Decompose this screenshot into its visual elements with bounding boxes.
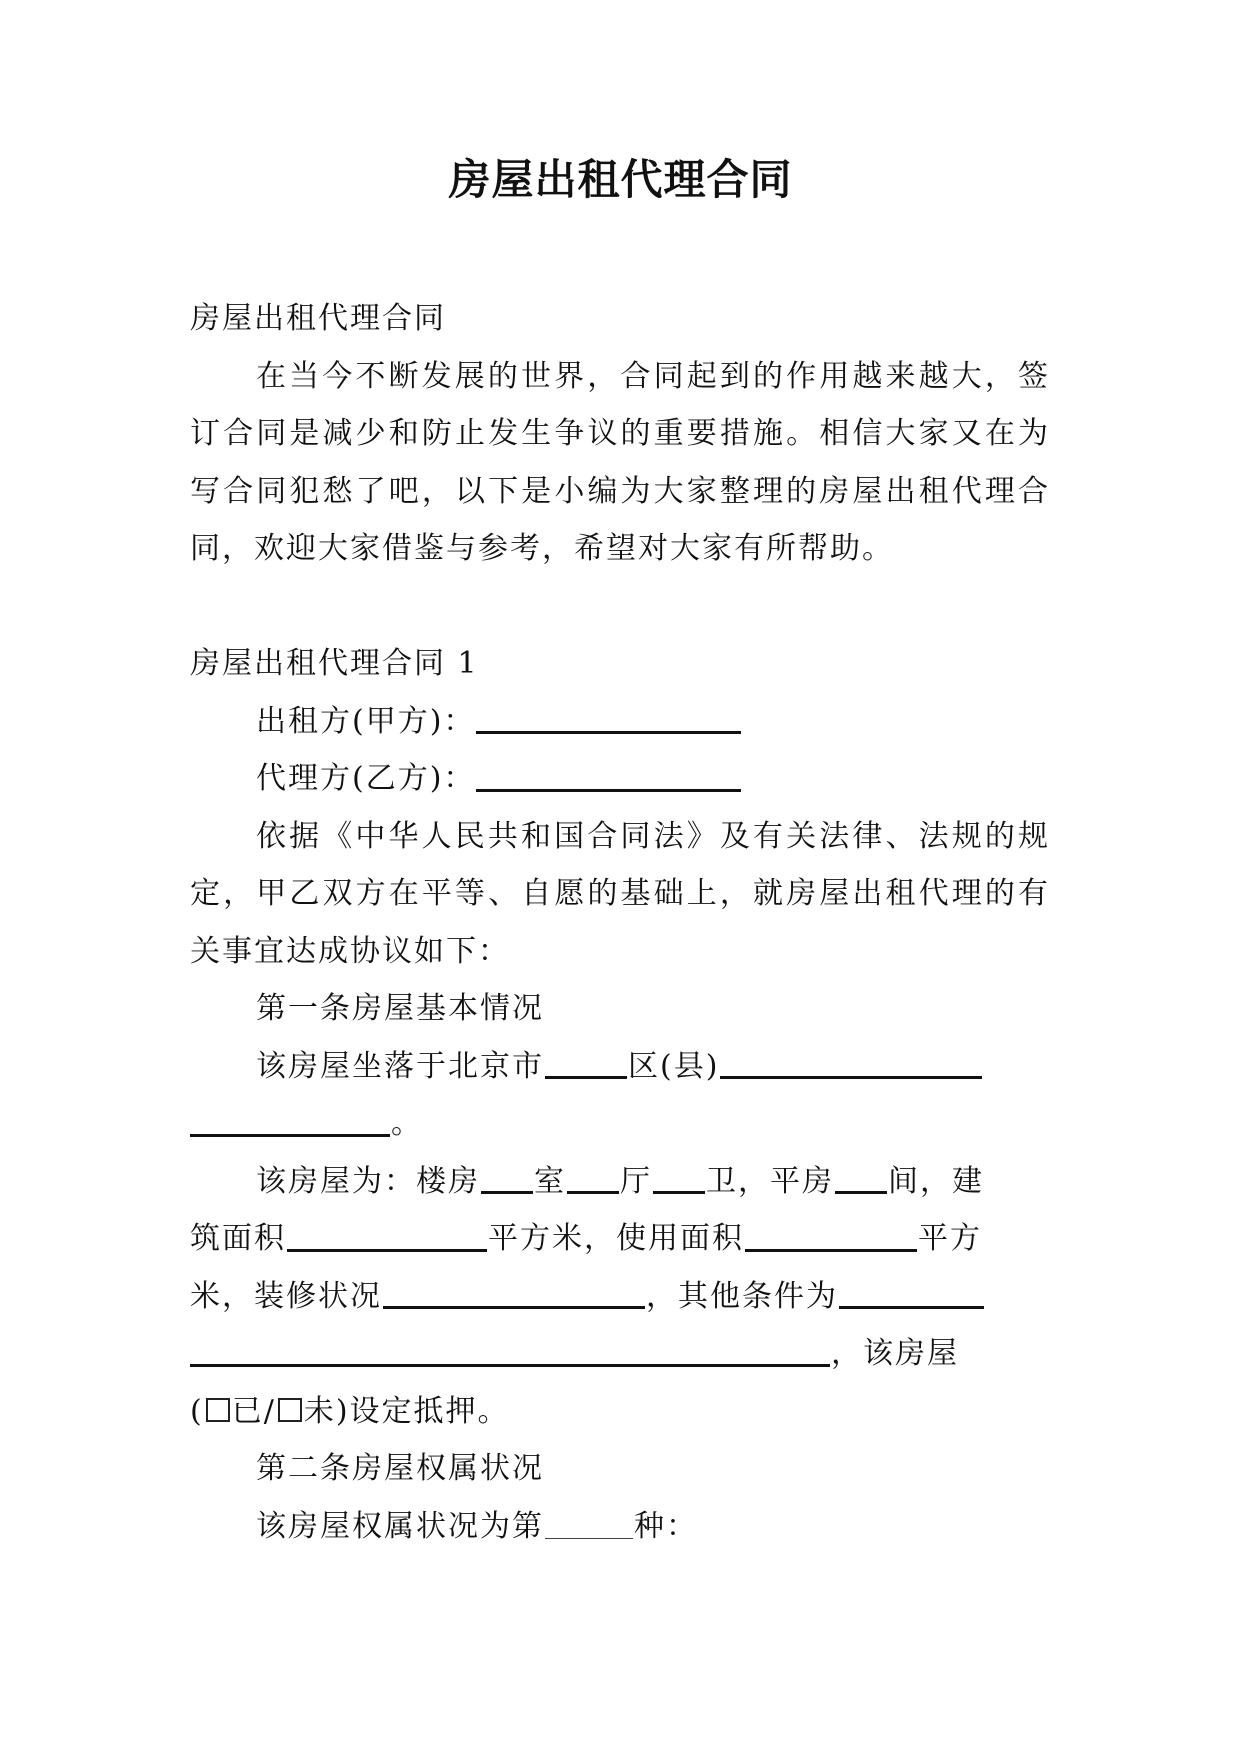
bungalow-label: 间，建	[888, 1163, 984, 1199]
bungalow-blank[interactable]	[835, 1160, 887, 1195]
hall-label: 厅	[620, 1163, 652, 1199]
already-label: 已/	[231, 1393, 276, 1429]
article2-heading: 第二条房屋权属状况	[256, 1451, 544, 1486]
party-b-label: 代理方(乙方)：	[256, 761, 476, 796]
other-conditions-blank-2[interactable]	[190, 1332, 830, 1367]
halls-blank[interactable]	[567, 1160, 619, 1195]
mortgage-open: (	[190, 1393, 204, 1429]
not-yet-label: 未)设定抵押。	[303, 1393, 510, 1429]
sqm-label-2: 平方	[918, 1221, 982, 1256]
room-label: 室	[534, 1163, 566, 1199]
sqm-label-1: 平方米，使用面积	[488, 1221, 744, 1256]
location-end: 。	[391, 1106, 423, 1141]
bath-label: 卫，平房	[706, 1163, 834, 1199]
basis-paragraph: 依据《中华人民共和国合同法》及有关法律、法规的规定，甲乙双方在平等、自愿的基础上，就房屋出租代理的有关事宜达成协议如下：	[190, 818, 1050, 969]
area-prefix: 筑面积	[190, 1221, 286, 1256]
decor-prefix: 米，装修状况	[190, 1278, 382, 1314]
status-prefix: 该房屋权属状况为第	[256, 1508, 544, 1544]
rooms-blank[interactable]	[481, 1160, 533, 1195]
article1-heading: 第一条房屋基本情况	[256, 991, 544, 1026]
location-paragraph	[190, 1038, 1050, 1153]
party-b-blank[interactable]	[476, 757, 741, 792]
mortgage-lead: ，该房屋	[831, 1336, 959, 1371]
party-a-blank[interactable]	[476, 700, 741, 735]
party-a-label: 出租方(甲方)：	[256, 703, 476, 739]
mortgage-yes-checkbox[interactable]	[206, 1398, 230, 1422]
party-b-line	[190, 750, 1050, 808]
party-a-line	[190, 693, 1050, 751]
address-blank-2[interactable]	[190, 1102, 390, 1137]
intro-paragraph: 在当今不断发展的世界，合同起到的作用越来越大，签订合同是减少和防止发生争议的重要措施。相信大家又在为写合同犯愁了吧，以下是小编为大家整理的房屋出租代理合同，欢迎大家借鉴与参考，希望对大家有所帮助。	[190, 358, 1050, 566]
page-title: 房屋出租代理合同	[448, 155, 793, 204]
district-blank[interactable]	[545, 1045, 627, 1080]
baths-blank[interactable]	[653, 1160, 705, 1195]
usable-area-blank[interactable]	[745, 1217, 917, 1252]
status-suffix: 种：	[634, 1508, 698, 1544]
decor-blank[interactable]	[383, 1275, 645, 1310]
ownership-paragraph	[190, 1498, 1050, 1556]
other-conditions-blank-1[interactable]	[839, 1275, 984, 1310]
location-prefix: 该房屋坐落于北京市	[256, 1048, 544, 1084]
building-area-blank[interactable]	[287, 1217, 487, 1252]
contract-heading: 房屋出租代理合同 1	[190, 646, 479, 681]
spacer	[190, 578, 1050, 636]
section-heading: 房屋出租代理合同	[190, 301, 446, 336]
house-type-paragraph	[190, 1153, 1050, 1441]
location-district-label: 区(县)	[628, 1048, 720, 1084]
ownership-type-blank[interactable]	[545, 1507, 633, 1540]
mortgage-no-checkbox[interactable]	[278, 1398, 302, 1422]
other-conditions-label: ，其他条件为	[646, 1278, 838, 1314]
document-body	[190, 290, 1050, 1555]
type-prefix: 该房屋为：楼房	[256, 1163, 480, 1199]
address-blank-1[interactable]	[720, 1045, 982, 1080]
